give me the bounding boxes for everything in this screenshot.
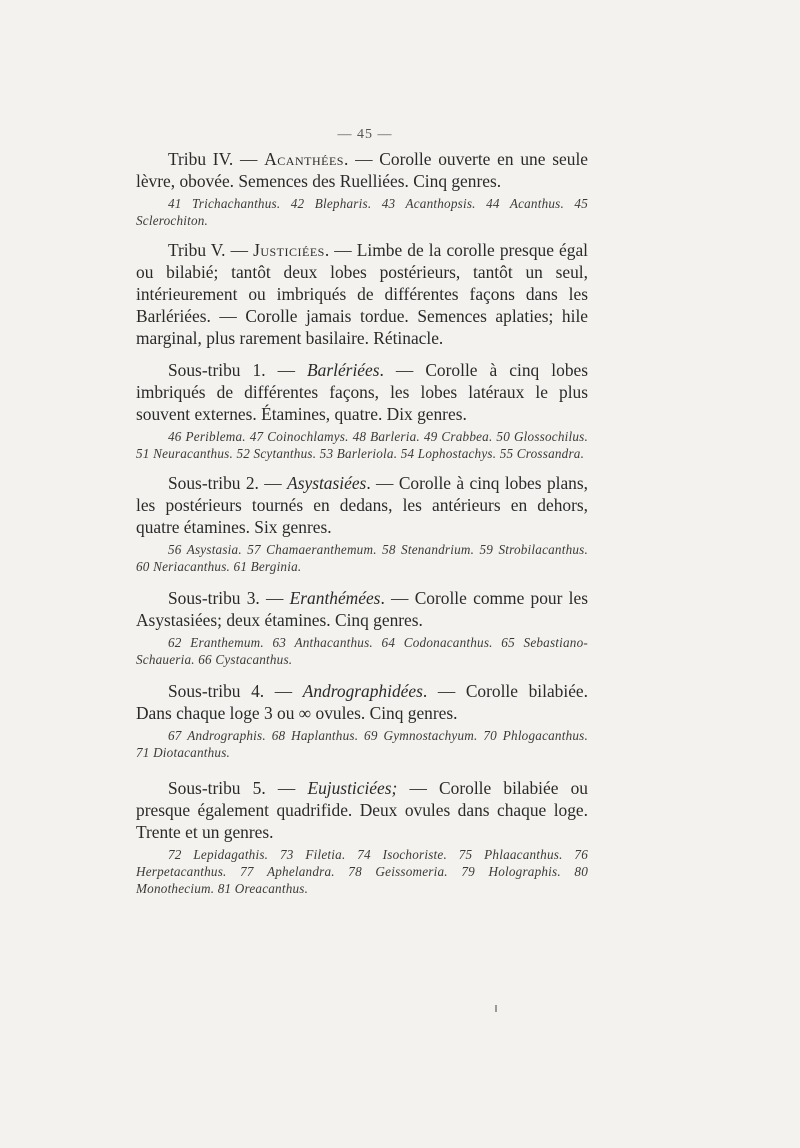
paragraph: Sous-tribu 3. — Eranthémées. — Corolle comme pour les Asystasiées; deux étamines. Cinq genres.: [136, 588, 588, 630]
genera-list: 56 Asystasia. 57 Chamaeranthemum. 58 Stenandrium. 59 Strobilacanthus. 60 Neriacanthus. 61 Berginia.: [136, 542, 588, 574]
section-sous-tribu-3: [136, 587, 588, 668]
page-number: — 45 —: [337, 127, 393, 142]
subtribe-name: Barlériées: [307, 360, 380, 380]
tribe-name: Acanthées: [264, 149, 344, 169]
genera-list: 62 Eranthemum. 63 Anthacanthus. 64 Codonacanthus. 65 Sebastiano-Schaueria. 66 Cystacanthus.: [136, 635, 588, 667]
paragraph: Tribu IV. — Acanthées. — Corolle ouverte en une seule lèvre, obovée. Semences des Ruelliées. Cinq genres.: [136, 149, 588, 191]
genera-list: 41 Trichachanthus. 42 Blepharis. 43 Acanthopsis. 44 Acanthus. 45 Sclerochiton.: [136, 196, 588, 228]
genera-list: 46 Periblema. 47 Coinochlamys. 48 Barleria. 49 Crabbea. 50 Glossochilus. 51 Neuracanthus. 52 Scytanthus. 53 Barleriola. 54 Lophostachys. 55 Crossandra.: [136, 429, 588, 461]
paragraph: Sous-tribu 2. — Asystasiées. — Corolle à cinq lobes plans, les postérieurs tournés en dedans, les antérieurs en dehors, quatre étamines. Six genres.: [136, 473, 588, 537]
subtribe-name: Eranthémées: [289, 588, 381, 608]
section-tribu-4: [136, 148, 588, 229]
paragraph: Sous-tribu 4. — Andrographidées. — Corolle bilabiée. Dans chaque loge 3 ou ∞ ovules. Cinq genres.: [136, 681, 588, 723]
section-tribu-5: [136, 239, 588, 349]
print-mark: [495, 1005, 497, 1012]
subtribe-name: Eujusticiées;: [307, 778, 398, 798]
section-sous-tribu-1: [136, 359, 588, 462]
section-sous-tribu-4: [136, 680, 588, 761]
tribe-name: Justiciées: [253, 240, 325, 260]
paragraph: Tribu V. — Justiciées. — Limbe de la corolle presque égal ou bilabié; tantôt deux lobes postérieurs, tantôt un seul, intérieurement ou imbriqués de différentes façons dans les Barlériées. — Corolle jamais tordue. Semences aplaties; hile marginal, plus rarement basilaire. Rétinacle.: [136, 240, 588, 348]
section-sous-tribu-2: [136, 472, 588, 575]
subtribe-name: Asystasiées: [287, 473, 367, 493]
text-column: [136, 148, 588, 897]
subtribe-name: Andrographidées: [302, 681, 423, 701]
paragraph: Sous-tribu 1. — Barlériées. — Corolle à cinq lobes imbriqués de différentes façons, les lobes latéraux le plus souvent externes. Étamines, quatre. Dix genres.: [136, 360, 588, 424]
section-sous-tribu-5: [136, 777, 588, 897]
paragraph: Sous-tribu 5. — Eujusticiées; — Corolle bilabiée ou presque également quadrifide. Deux ovules dans chaque loge. Trente et un genres.: [136, 778, 588, 842]
genera-list: 72 Lepidagathis. 73 Filetia. 74 Isochoriste. 75 Phlaacanthus. 76 Herpetacanthus. 77 Aphelandra. 78 Geissomeria. 79 Holographis. 80 Monothecium. 81 Oreacanthus.: [136, 847, 588, 896]
genera-list: 67 Andrographis. 68 Haplanthus. 69 Gymnostachyum. 70 Phlogacanthus. 71 Diotacanthus.: [136, 728, 588, 760]
